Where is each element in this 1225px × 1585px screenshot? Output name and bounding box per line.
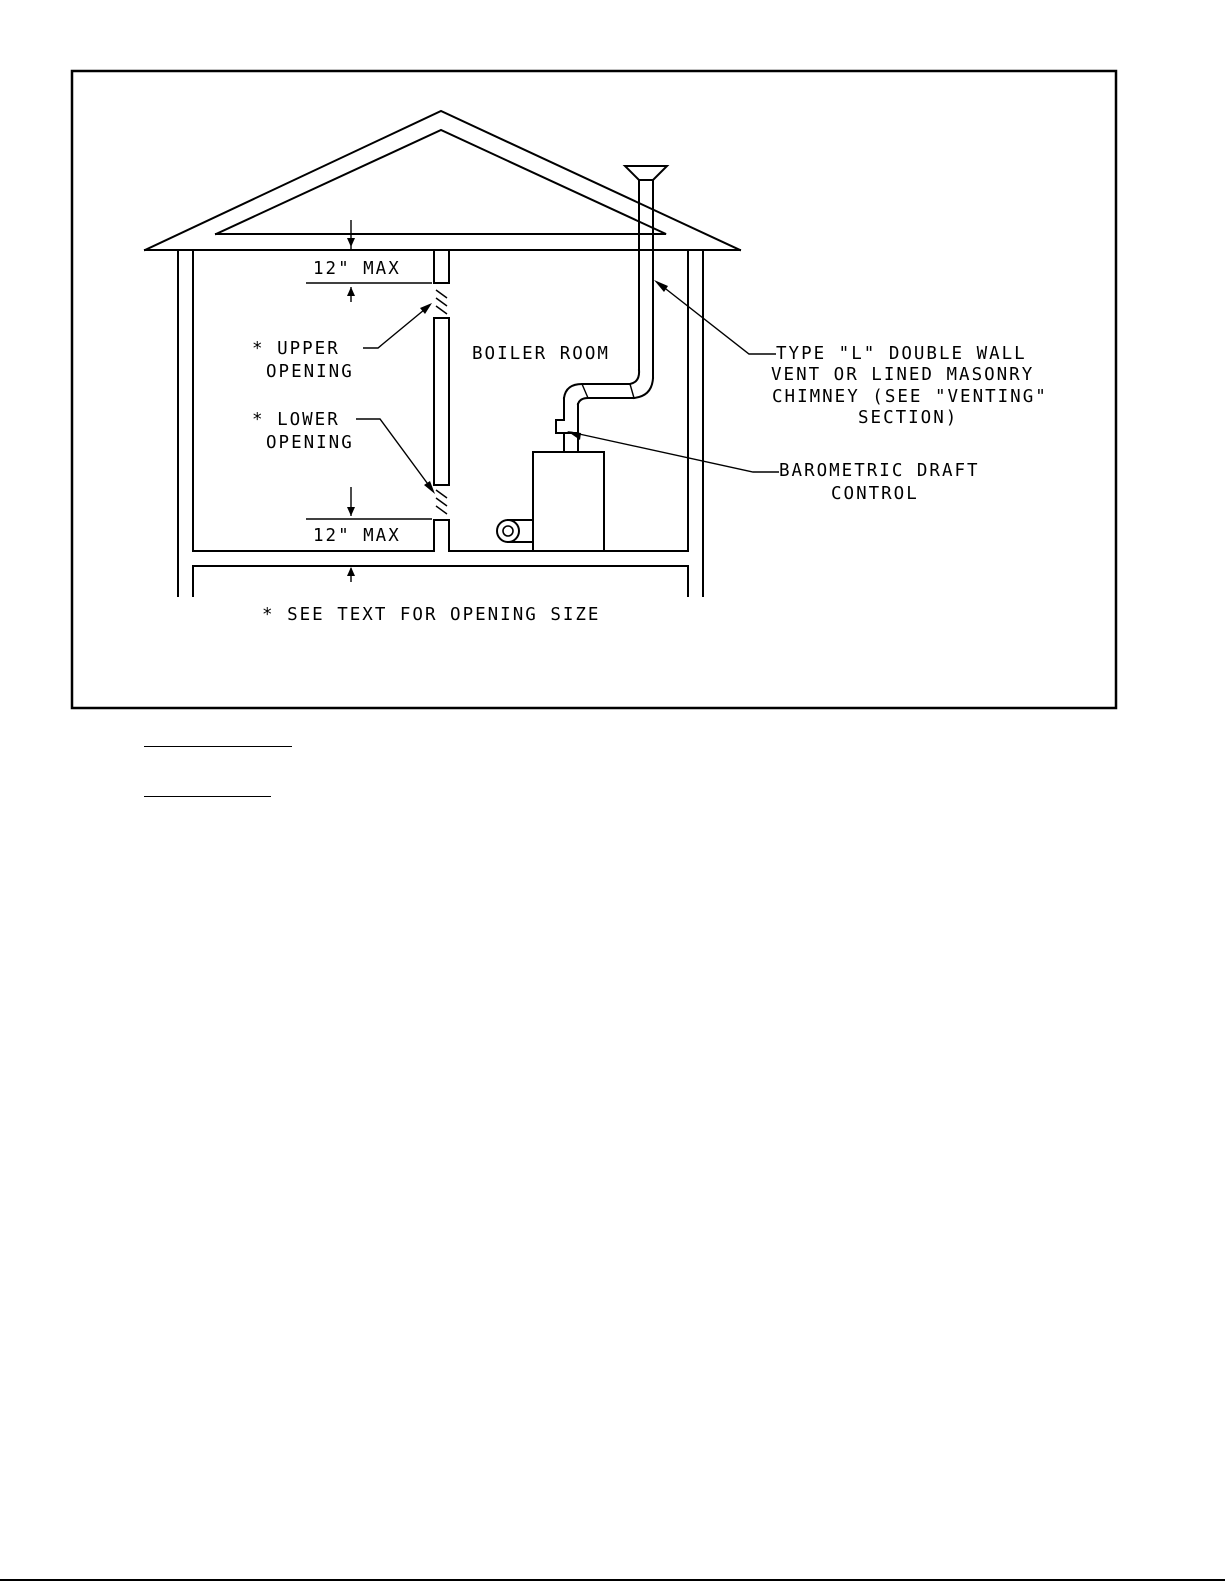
vent-label-line1: TYPE "L" DOUBLE WALL [776, 344, 1027, 364]
vent-leader [654, 280, 776, 354]
underline-rule-2 [144, 796, 271, 797]
lower-opening-label-line2: OPENING [266, 433, 354, 453]
upper-opening-label-line2: OPENING [266, 362, 354, 382]
max-top-label: 12" MAX [313, 259, 401, 279]
max-bottom-label: 12" MAX [313, 526, 401, 546]
draft-label-line2: CONTROL [831, 484, 919, 504]
upper-opening-label-line1: * UPPER [252, 339, 340, 359]
page-bottom-rule [0, 1579, 1225, 1581]
lower-opening [436, 490, 447, 514]
lower-opening-label-line1: * LOWER [252, 410, 340, 430]
draft-label-line1: BAROMETRIC DRAFT [779, 461, 980, 481]
boiler-room-label: BOILER ROOM [472, 344, 610, 364]
vent-label-line4: SECTION) [858, 408, 959, 428]
underline-rule-1 [144, 746, 292, 747]
vent-label-line3: CHIMNEY (SEE "VENTING" [772, 387, 1048, 407]
lower-opening-leader [356, 419, 435, 494]
upper-opening [436, 290, 447, 314]
upper-opening-leader [363, 303, 432, 348]
boiler [497, 452, 604, 551]
footnote: * SEE TEXT FOR OPENING SIZE [262, 605, 601, 625]
vent-label-line2: VENT OR LINED MASONRY [771, 365, 1035, 385]
